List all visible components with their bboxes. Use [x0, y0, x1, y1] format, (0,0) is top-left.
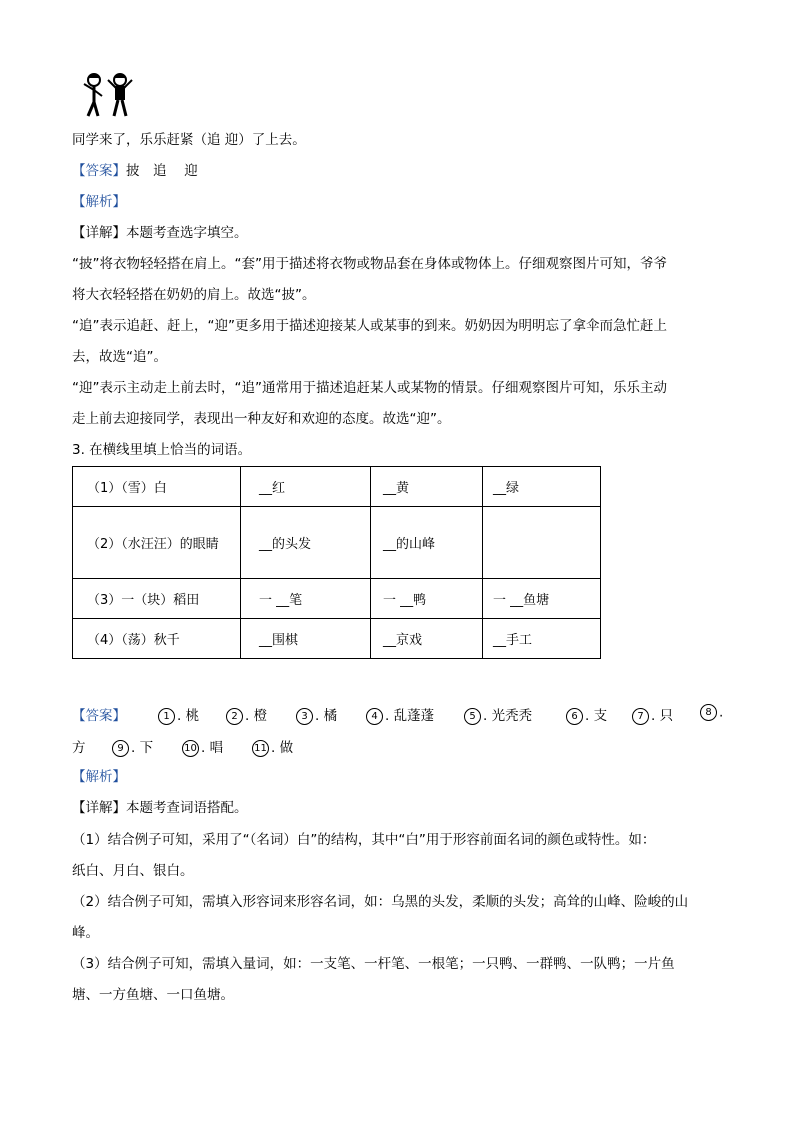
table-cell: （3）一（块）稻田 [73, 579, 241, 619]
answer-word: . 橘 [315, 708, 338, 724]
answer-word: . 支 [585, 708, 608, 724]
detail-1 [72, 223, 248, 243]
answer-item [632, 704, 673, 725]
paragraph-line: 去，故选“追”。 [72, 349, 167, 365]
answer-word: . 下 [131, 740, 154, 756]
answer-number: 1 [158, 708, 175, 725]
answer-item [182, 736, 223, 757]
word-fill-table [72, 466, 601, 659]
answer-item [226, 704, 267, 725]
answer-number: 10 [182, 740, 199, 757]
explanation-line: 塘、一方鱼塘、一口鱼塘。 [72, 987, 234, 1003]
analysis-label: 【解析】 [72, 194, 126, 210]
table-cell: 一 __笔 [241, 579, 371, 619]
table-cell: __红 [241, 467, 371, 507]
detail-3 [72, 798, 248, 818]
answer-item [464, 704, 532, 725]
answer-item [566, 704, 607, 725]
table-cell: __手工 [483, 619, 601, 659]
answer-text: 披 追 迎 [126, 163, 198, 179]
table-cell: __绿 [483, 467, 601, 507]
table-row [73, 619, 601, 659]
detail-text: 本题考查词语搭配。 [126, 800, 248, 816]
table-cell: __京戏 [371, 619, 483, 659]
table-cell: __的山峰 [371, 507, 483, 579]
answer-item [158, 704, 199, 725]
answer-item [296, 704, 337, 725]
table-cell: 一 __鸭 [371, 579, 483, 619]
answer-word: . 乱蓬蓬 [385, 708, 435, 724]
answer-number: 4 [366, 708, 383, 725]
paragraph-line: 将大衣轻轻搭在奶奶的肩上。故选“披”。 [72, 287, 316, 303]
answer-item [112, 736, 153, 757]
analysis-label: 【解析】 [72, 769, 126, 785]
answer-word: . 做 [271, 740, 294, 756]
answer-item [700, 704, 723, 721]
paragraph-line: “追”表示追赶、赶上，“迎”更多用于描述迎接某人或某事的到来。奶奶因为明明忘了拿伞而急忙赶上 [72, 318, 667, 334]
answer-word: . 光秃秃 [483, 708, 533, 724]
table-cell: （2）（水汪汪）的眼睛 [73, 507, 241, 579]
answer-number: 9 [112, 740, 129, 757]
answer-word: . 橙 [245, 708, 268, 724]
table-cell [483, 507, 601, 579]
table-cell: __的头发 [241, 507, 371, 579]
explanation-line: 纸白、月白、银白。 [72, 863, 194, 879]
table-cell: （1）（雪）白 [73, 467, 241, 507]
answer-number: 11 [252, 740, 269, 757]
answer-word: 方 [72, 740, 86, 756]
answer-number: 3 [296, 708, 313, 725]
answer-3-line-2 [72, 736, 732, 756]
answer-label: 【答案】 [72, 708, 126, 724]
answer-item [252, 736, 293, 757]
explanation-line: 峰。 [72, 925, 99, 941]
question-3-title: 3. 在横线里填上恰当的词语。 [72, 442, 252, 458]
answer-word: . 桃 [177, 708, 200, 724]
table-cell: 一 __鱼塘 [483, 579, 601, 619]
detail-label: 【详解】 [72, 800, 126, 816]
children-illustration [76, 70, 140, 118]
table-row [73, 507, 601, 579]
answer-word: . [719, 704, 724, 721]
table-row [73, 467, 601, 507]
answer-number: 5 [464, 708, 481, 725]
answer-3-line [72, 704, 732, 724]
table-cell: （4）（荡）秋千 [73, 619, 241, 659]
detail-label: 【详解】 [72, 225, 126, 241]
intro-sentence: 同学来了，乐乐赶紧（追 迎）了上去。 [72, 132, 306, 148]
explanation-line: （2）结合例子可知，需填入形容词来形容名词，如：乌黑的头发，柔顺的头发；高耸的山峰、险峻的山 [72, 894, 689, 910]
answer-1 [72, 161, 198, 181]
answer-number: 2 [226, 708, 243, 725]
paragraph-line: “披”将衣物轻轻搭在肩上。“套”用于描述将衣物或物品套在身体或物体上。仔细观察图片可知，爷爷 [72, 256, 667, 272]
table-cell: __黄 [371, 467, 483, 507]
explanation-line: （1）结合例子可知，采用了“（名词）白”的结构，其中“白”用于形容前面名词的颜色或特性。如： [72, 832, 656, 848]
answer-item [366, 704, 434, 725]
detail-text: 本题考查选字填空。 [126, 225, 248, 241]
answer-label: 【答案】 [72, 163, 126, 179]
answer-number: 7 [632, 708, 649, 725]
paragraph-line: “迎”表示主动走上前去时，“追”通常用于描述追赶某人或某物的情景。仔细观察图片可知，乐乐主动 [72, 380, 667, 396]
answer-word: . 唱 [201, 740, 224, 756]
answer-number: 6 [566, 708, 583, 725]
table-row [73, 579, 601, 619]
answer-number: 8 [700, 704, 717, 721]
explanation-line: （3）结合例子可知，需填入量词，如：一支笔、一杆笔、一根笔；一只鸭、一群鸭、一队鸭；一片鱼 [72, 956, 675, 972]
table-cell: __围棋 [241, 619, 371, 659]
answer-word: . 只 [651, 708, 674, 724]
paragraph-line: 走上前去迎接同学，表现出一种友好和欢迎的态度。故选“迎”。 [72, 411, 451, 427]
